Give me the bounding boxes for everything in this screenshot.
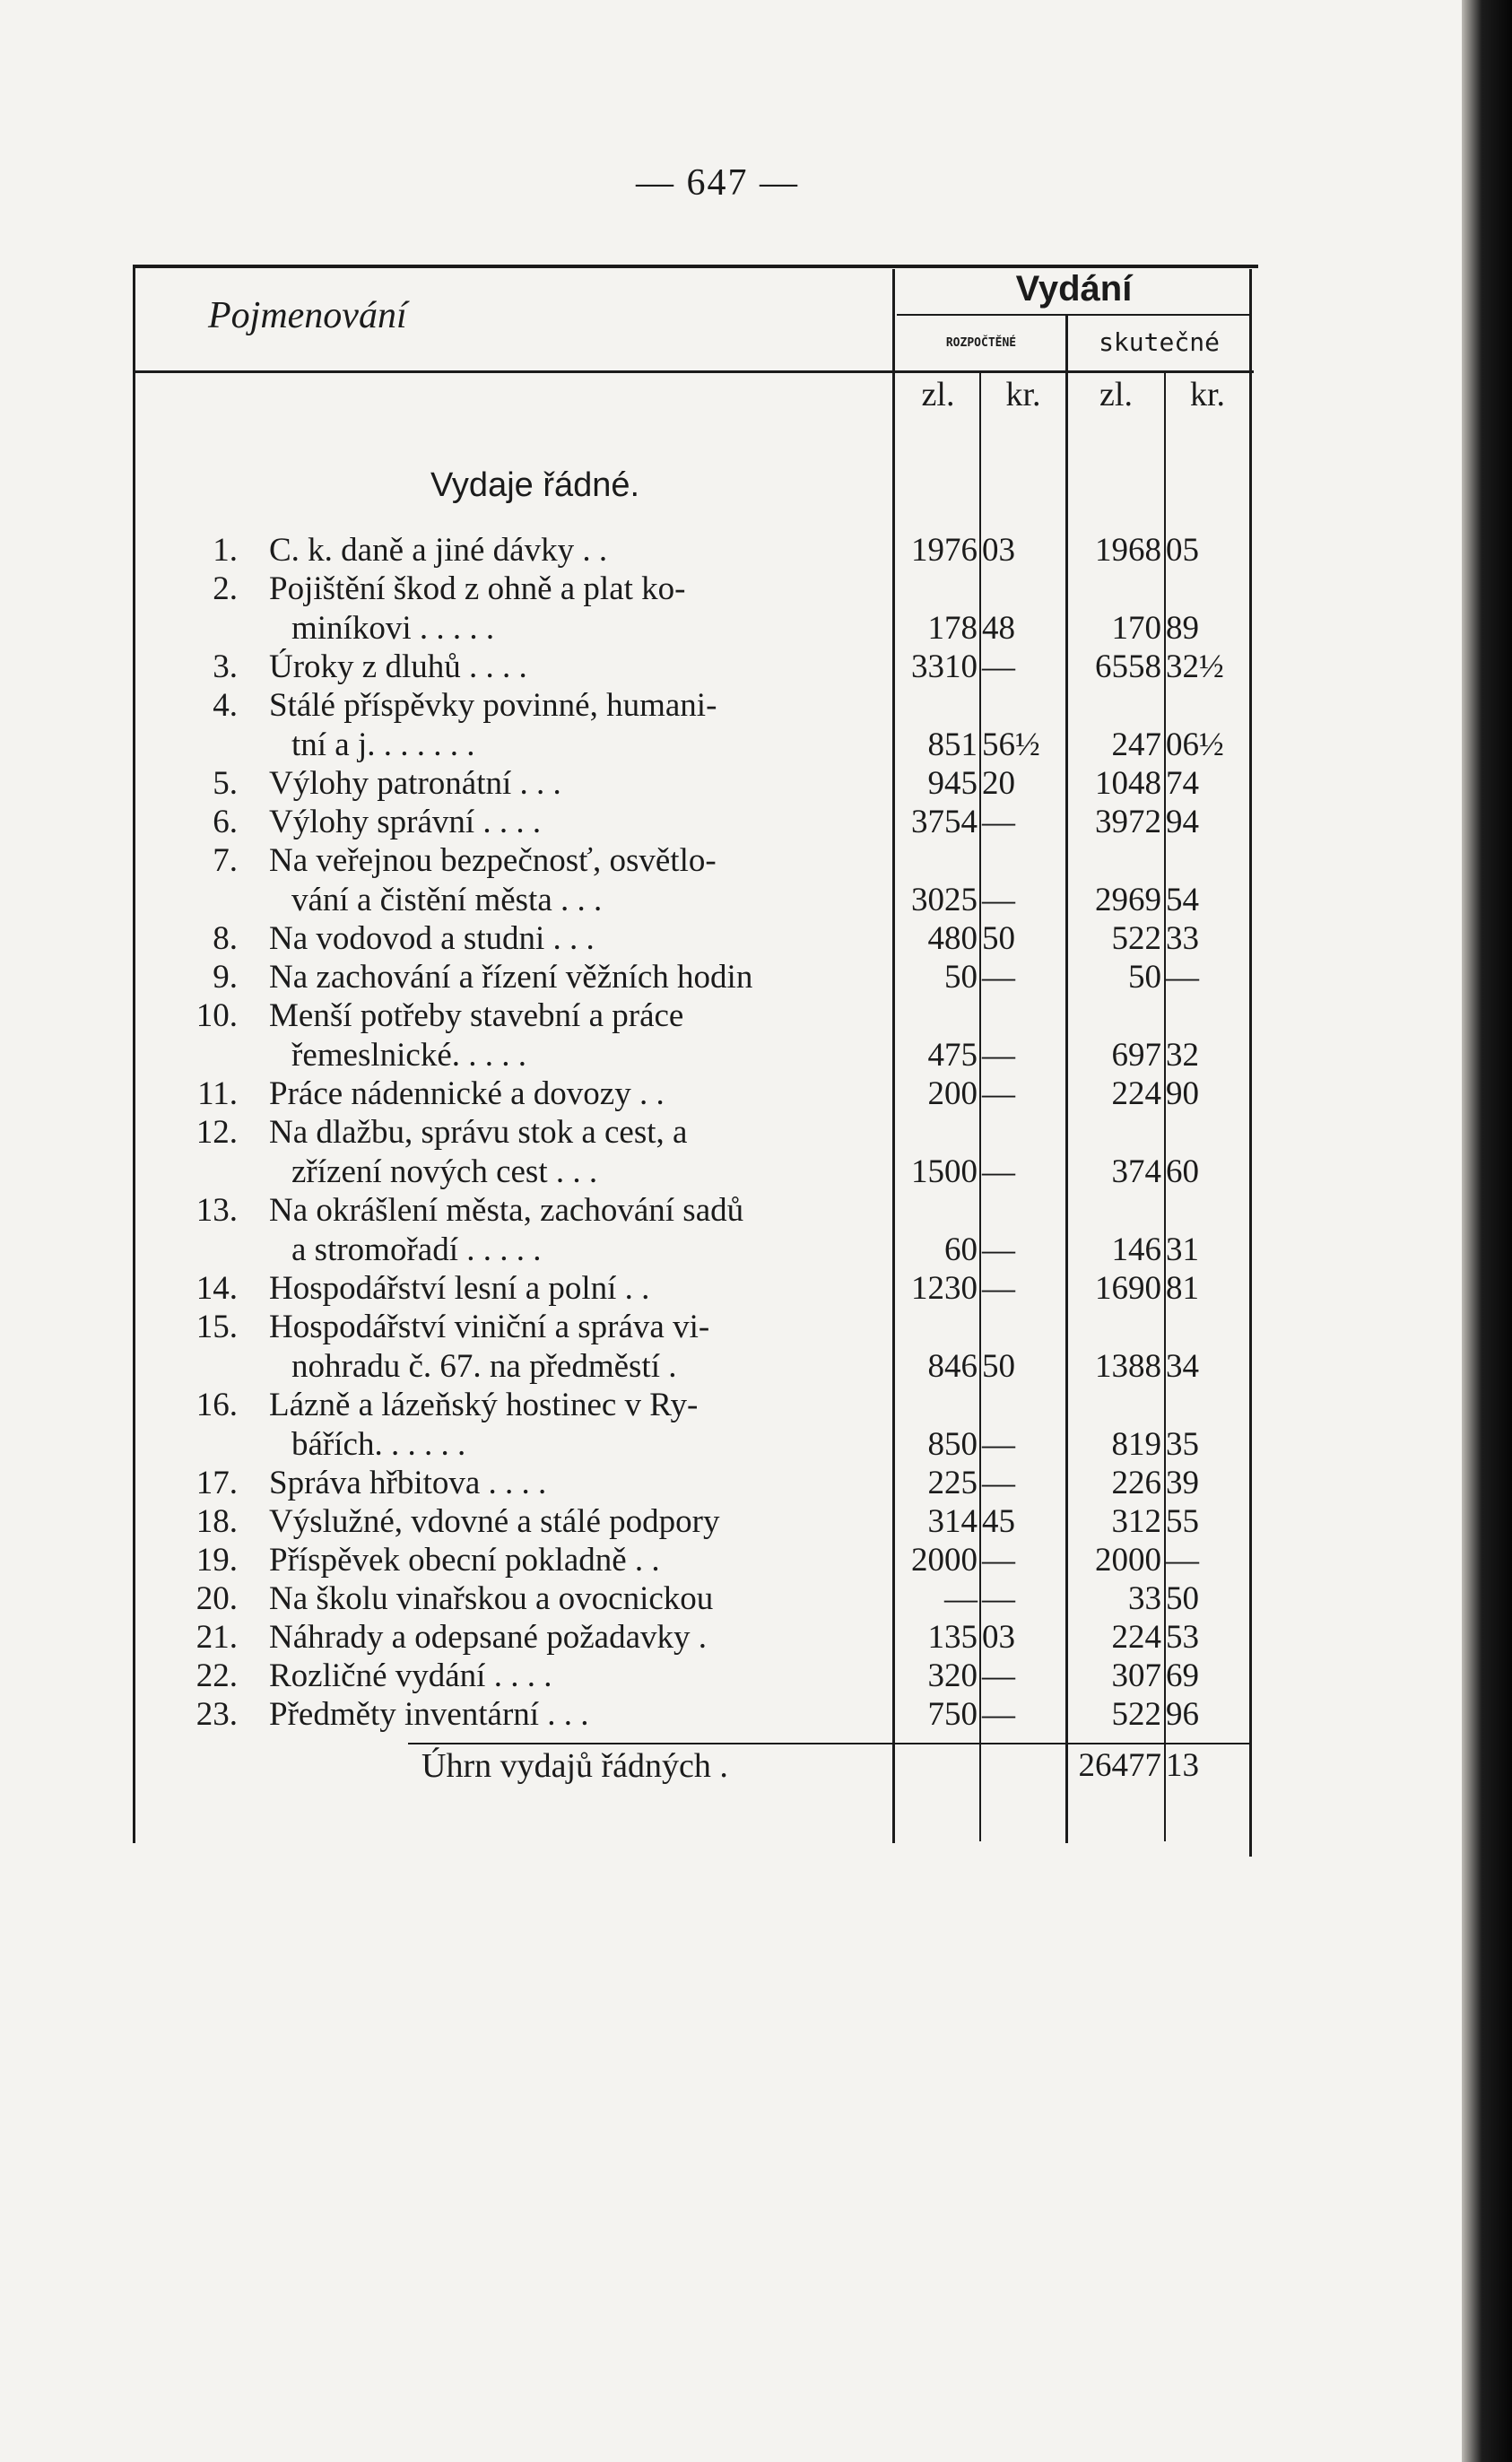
header-rule [133, 370, 1254, 373]
table-top-rule [133, 265, 1258, 268]
row-number: 4. [213, 687, 238, 724]
budget-zl: 3310 [911, 648, 978, 685]
row-label: Na zachování a řízení věžních hodin [269, 959, 753, 996]
unit-kr-budgeted: kr. [1005, 376, 1041, 413]
actual-zl: 819 [1111, 1426, 1161, 1463]
row-label-continued: miníkovi . . . . . [291, 610, 495, 647]
budget-zl: 135 [927, 1619, 978, 1656]
actual-zl: 1968 [1095, 532, 1161, 569]
book-edge [1462, 0, 1512, 2462]
actual-zl: 312 [1111, 1503, 1161, 1540]
budget-zl: 480 [927, 920, 978, 957]
row-label: Výlohy patronátní . . . [269, 765, 561, 802]
actual-kr: 81 [1166, 1270, 1199, 1307]
budget-kr: — [982, 1426, 1015, 1463]
unit-zl-budgeted: zl. [921, 376, 955, 413]
row-label-continued: a stromořadí . . . . . [291, 1231, 542, 1268]
actual-zl: 6558 [1095, 648, 1161, 685]
actual-zl: 2000 [1095, 1542, 1161, 1579]
actual-zl: 50 [1128, 959, 1161, 996]
row-label: Správa hřbitova . . . . [269, 1465, 547, 1501]
column-header-vydani: Vydání [1015, 269, 1133, 309]
row-number: 13. [196, 1192, 238, 1229]
row-number: 23. [196, 1696, 238, 1733]
actual-zl: 374 [1111, 1153, 1161, 1190]
actual-kr: 34 [1166, 1348, 1199, 1385]
actual-zl: 3972 [1095, 804, 1161, 840]
budget-kr: 45 [982, 1503, 1015, 1540]
row-number: 17. [196, 1465, 238, 1501]
actual-kr: 55 [1166, 1503, 1199, 1540]
actual-kr: 06½ [1166, 726, 1224, 763]
budget-kr: 50 [982, 920, 1015, 957]
budget-zl: 3754 [911, 804, 978, 840]
budget-zl: 850 [927, 1426, 978, 1463]
actual-kr: 96 [1166, 1696, 1199, 1733]
actual-kr: 89 [1166, 610, 1199, 647]
row-label-continued: tní a j. . . . . . . [291, 726, 475, 763]
row-number: 7. [213, 842, 238, 879]
budget-kr: 50 [982, 1348, 1015, 1385]
row-number: 3. [213, 648, 238, 685]
actual-zl: 1690 [1095, 1270, 1161, 1307]
budget-zl: 1500 [911, 1153, 978, 1190]
budget-kr: — [982, 1075, 1015, 1112]
actual-kr: 53 [1166, 1619, 1199, 1656]
actual-kr: 69 [1166, 1657, 1199, 1694]
budget-kr: 56½ [982, 726, 1040, 763]
vydani-rule [897, 314, 1251, 316]
actual-zl: 1388 [1095, 1348, 1161, 1385]
row-label: Na dlažbu, správu stok a cest, a [269, 1114, 688, 1151]
budget-kr: — [982, 1696, 1015, 1733]
row-label-continued: řemeslnické. . . . . [291, 1037, 526, 1074]
actual-kr: 32½ [1166, 648, 1224, 685]
page-number: — 647 — [636, 162, 799, 204]
actual-kr: — [1166, 959, 1199, 996]
budget-kr: — [982, 648, 1015, 685]
budget-kr: — [982, 959, 1015, 996]
budget-zl: 750 [927, 1696, 978, 1733]
actual-kr: 33 [1166, 920, 1199, 957]
total-actual-zl: 26477 [1078, 1747, 1161, 1784]
actual-zl: 522 [1111, 1696, 1161, 1733]
row-label-continued: vání a čistění města . . . [291, 882, 603, 918]
row-label: Menší potřeby stavební a práce [269, 997, 684, 1034]
row-number: 2. [213, 570, 238, 607]
row-label: Na okrášlení města, zachování sadů [269, 1192, 744, 1229]
actual-kr: 60 [1166, 1153, 1199, 1190]
row-number: 21. [196, 1619, 238, 1656]
budget-kr: — [982, 1465, 1015, 1501]
budget-zl: 851 [927, 726, 978, 763]
row-number: 10. [196, 997, 238, 1034]
actual-zl: 1048 [1095, 765, 1161, 802]
row-number: 15. [196, 1309, 238, 1345]
row-number: 19. [196, 1542, 238, 1579]
row-label: Na vodovod a studni . . . [269, 920, 595, 957]
column-header-name: Pojmenování [208, 295, 407, 336]
row-number: 1. [213, 532, 238, 569]
row-number: 18. [196, 1503, 238, 1540]
total-label: Úhrn vydajů řádných . [421, 1747, 728, 1785]
actual-kr: 54 [1166, 882, 1199, 918]
actual-zl: 170 [1111, 610, 1161, 647]
budget-kr: — [982, 1580, 1015, 1617]
budget-zl: 945 [927, 765, 978, 802]
row-number: 22. [196, 1657, 238, 1694]
budget-zl: 1230 [911, 1270, 978, 1307]
budget-zl: 475 [927, 1037, 978, 1074]
actual-zl: 224 [1111, 1075, 1161, 1112]
row-label: Na veřejnou bezpečnosť, osvětlo- [269, 842, 717, 879]
actual-kr: 05 [1166, 532, 1199, 569]
actual-zl: 522 [1111, 920, 1161, 957]
row-number: 8. [213, 920, 238, 957]
budget-zl: 225 [927, 1465, 978, 1501]
actual-kr: — [1166, 1542, 1199, 1579]
unit-zl-actual: zl. [1099, 376, 1133, 413]
actual-zl: 146 [1111, 1231, 1161, 1268]
col-divider-b-kr [979, 370, 981, 1841]
actual-kr: 31 [1166, 1231, 1199, 1268]
actual-zl: 33 [1128, 1580, 1161, 1617]
actual-zl: 226 [1111, 1465, 1161, 1501]
actual-kr: 94 [1166, 804, 1199, 840]
row-label: Náhrady a odepsané požadavky . [269, 1619, 707, 1656]
actual-zl: 224 [1111, 1619, 1161, 1656]
row-label: Pojištění škod z ohně a plat ko- [269, 570, 686, 607]
section-title: Vydaje řádné. [430, 466, 640, 504]
budget-kr: 03 [982, 1619, 1015, 1656]
row-label: Rozličné vydání . . . . [269, 1657, 552, 1694]
actual-kr: 74 [1166, 765, 1199, 802]
budget-kr: — [982, 804, 1015, 840]
column-header-actual: skutečné [1099, 327, 1220, 357]
row-number: 20. [196, 1580, 238, 1617]
actual-zl: 247 [1111, 726, 1161, 763]
actual-zl: 2969 [1095, 882, 1161, 918]
unit-kr-actual: kr. [1189, 376, 1226, 413]
budget-zl: 200 [927, 1075, 978, 1112]
row-number: 14. [196, 1270, 238, 1307]
budget-kr: 20 [982, 765, 1015, 802]
budget-zl: 50 [944, 959, 978, 996]
row-number: 12. [196, 1114, 238, 1151]
row-label: Hospodářství lesní a polní . . [269, 1270, 650, 1307]
row-label-continued: zřízení nových cest . . . [291, 1153, 598, 1190]
actual-zl: 307 [1111, 1657, 1161, 1694]
row-label: Příspěvek obecní pokladně . . [269, 1542, 660, 1579]
budget-zl: 178 [927, 610, 978, 647]
row-number: 6. [213, 804, 238, 840]
budget-kr: — [982, 1542, 1015, 1579]
budget-kr: 48 [982, 610, 1015, 647]
row-label: Lázně a lázeňský hostinec v Ry- [269, 1387, 699, 1423]
budget-kr: — [982, 1037, 1015, 1074]
total-rule [408, 1743, 1251, 1744]
budget-kr: — [982, 882, 1015, 918]
actual-kr: 50 [1166, 1580, 1199, 1617]
actual-kr: 32 [1166, 1037, 1199, 1074]
budget-zl: 2000 [911, 1542, 978, 1579]
budget-zl: 320 [927, 1657, 978, 1694]
budget-zl: 846 [927, 1348, 978, 1385]
budget-zl: 1976 [911, 532, 978, 569]
table-right-border [1249, 269, 1252, 1857]
row-label: C. k. daně a jiné dávky . . [269, 532, 608, 569]
row-label: Úroky z dluhů . . . . [269, 648, 527, 685]
total-actual-kr: 13 [1166, 1747, 1199, 1784]
column-header-budgeted: ROZPOČTĚNÉ [945, 336, 1017, 350]
row-label-continued: bářích. . . . . . [291, 1426, 466, 1463]
budget-kr: — [982, 1231, 1015, 1268]
budget-kr: 03 [982, 532, 1015, 569]
actual-kr: 90 [1166, 1075, 1199, 1112]
actual-zl: 697 [1111, 1037, 1161, 1074]
budget-zl: 3025 [911, 882, 978, 918]
row-label: Stálé příspěvky povinné, humani- [269, 687, 717, 724]
budget-kr: — [982, 1270, 1015, 1307]
row-number: 9. [213, 959, 238, 996]
actual-kr: 35 [1166, 1426, 1199, 1463]
budget-kr: — [982, 1153, 1015, 1190]
budget-zl: — [944, 1580, 978, 1617]
budget-zl: 314 [927, 1503, 978, 1540]
row-label: Práce nádennické a dovozy . . [269, 1075, 665, 1112]
row-label-continued: nohradu č. 67. na předměstí . [291, 1348, 677, 1385]
budget-kr: — [982, 1657, 1015, 1694]
row-label: Na školu vinařskou a ovocnickou [269, 1580, 714, 1617]
row-number: 5. [213, 765, 238, 802]
budget-zl: 60 [944, 1231, 978, 1268]
row-label: Výlohy správní . . . . [269, 804, 542, 840]
table-left-border [133, 265, 135, 1843]
row-number: 16. [196, 1387, 238, 1423]
row-label: Hospodářství viniční a správa vi- [269, 1309, 710, 1345]
row-label: Výslužné, vdovné a stálé podpory [269, 1503, 720, 1540]
row-label: Předměty inventární . . . [269, 1696, 589, 1733]
actual-kr: 39 [1166, 1465, 1199, 1501]
row-number: 11. [197, 1075, 238, 1112]
